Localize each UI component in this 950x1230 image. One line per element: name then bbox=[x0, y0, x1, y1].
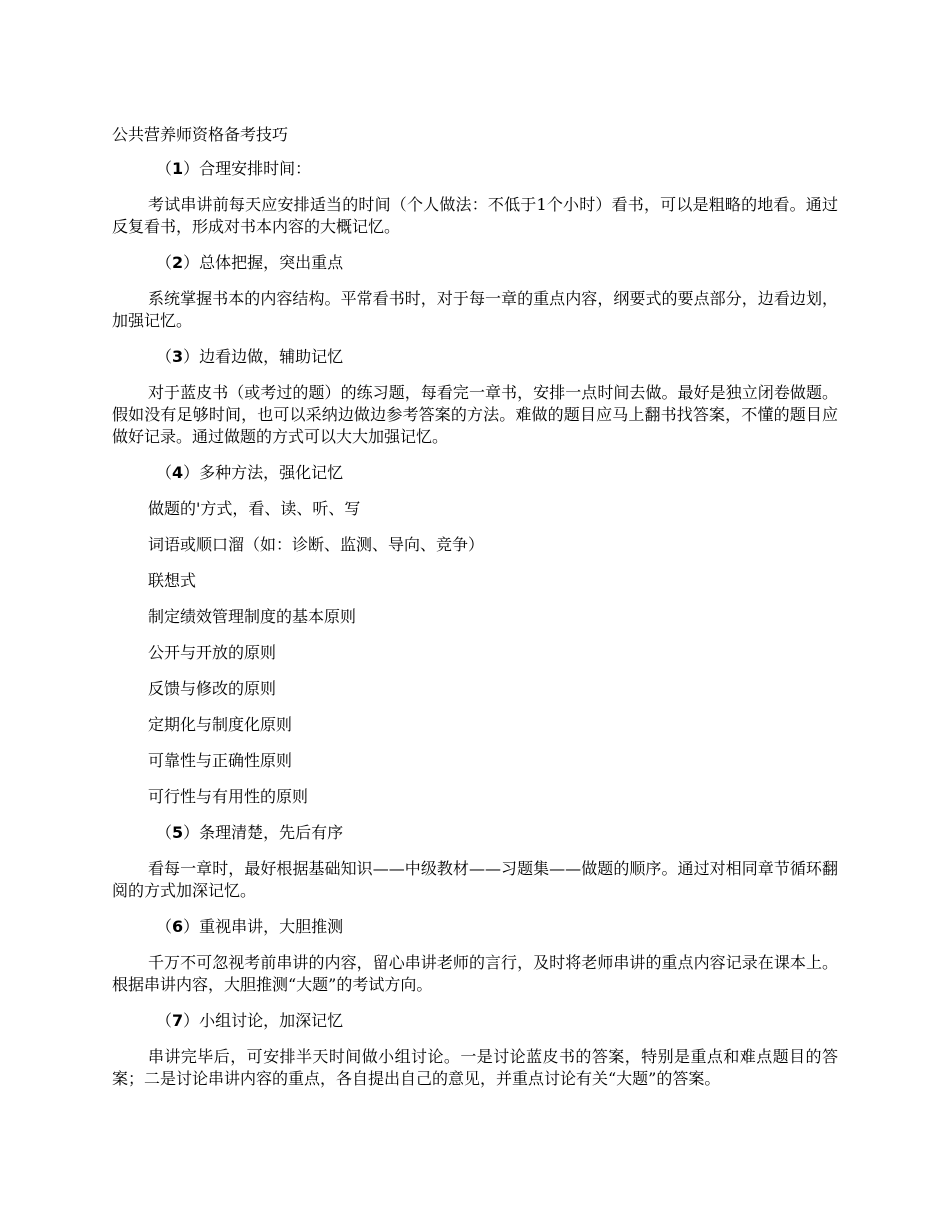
heading-title: 边看边做，辅助记忆 bbox=[199, 347, 344, 366]
heading-open-paren: （ bbox=[156, 917, 173, 936]
section-heading-3 bbox=[112, 346, 838, 368]
heading-open-paren: （ bbox=[156, 159, 173, 178]
list-item: 制定绩效管理制度的基本原则 bbox=[148, 607, 357, 626]
section-paragraph-5: 看每一章时，最好根据基础知识——中级教材——习题集——做题的顺序。通过对相同章节循环翻阅的方式加深记忆。 bbox=[112, 859, 838, 900]
heading-close-paren: ） bbox=[183, 823, 200, 842]
heading-number: 4 bbox=[172, 463, 184, 482]
section-paragraph-1: 考试串讲前每天应安排适当的时间（个人做法：不低于1个小时）看书，可以是粗略的地看。通过反复看书，形成对书本内容的大概记忆。 bbox=[112, 195, 838, 236]
heading-title: 小组讨论，加深记忆 bbox=[199, 1011, 344, 1030]
list-item: 可行性与有用性的原则 bbox=[148, 787, 309, 806]
heading-close-paren: ） bbox=[183, 253, 200, 272]
heading-number: 5 bbox=[172, 823, 184, 842]
heading-open-paren: （ bbox=[156, 823, 173, 842]
heading-title: 总体把握，突出重点 bbox=[199, 253, 344, 272]
heading-close-paren: ） bbox=[183, 463, 200, 482]
heading-number: 3 bbox=[172, 347, 184, 366]
heading-number: 2 bbox=[172, 253, 184, 272]
section-heading-6 bbox=[112, 916, 838, 938]
heading-title: 重视串讲，大胆推测 bbox=[199, 917, 344, 936]
heading-close-paren: ） bbox=[183, 917, 200, 936]
section-heading-5 bbox=[112, 822, 838, 844]
heading-open-paren: （ bbox=[156, 463, 173, 482]
heading-number: 6 bbox=[172, 917, 184, 936]
heading-open-paren: （ bbox=[156, 1011, 173, 1030]
list-item: 反馈与修改的原则 bbox=[148, 679, 277, 698]
heading-open-paren: （ bbox=[156, 253, 173, 272]
document-title: 公共营养师资格备考技巧 bbox=[112, 125, 289, 144]
heading-close-paren: ） bbox=[183, 347, 200, 366]
section-heading-4 bbox=[112, 462, 838, 484]
heading-title: 合理安排时间： bbox=[199, 159, 312, 178]
section-paragraph-6: 千万不可忽视考前串讲的内容，留心串讲老师的言行，及时将老师串讲的重点内容记录在课本上。根据串讲内容，大胆推测“大题”的考试方向。 bbox=[112, 953, 838, 994]
section-heading-7 bbox=[112, 1010, 838, 1032]
heading-open-paren: （ bbox=[156, 347, 173, 366]
list-item: 定期化与制度化原则 bbox=[148, 715, 293, 734]
heading-title: 多种方法，强化记忆 bbox=[199, 463, 344, 482]
list-item: 联想式 bbox=[148, 571, 197, 590]
section-heading-2 bbox=[112, 252, 838, 274]
heading-close-paren: ） bbox=[183, 1011, 200, 1030]
list-item: 公开与开放的原则 bbox=[148, 643, 277, 662]
section-heading-1 bbox=[112, 158, 838, 180]
heading-number: 7 bbox=[172, 1011, 184, 1030]
list-item: 做题的'方式，看、读、听、写 bbox=[148, 499, 361, 518]
section-paragraph-7: 串讲完毕后，可安排半天时间做小组讨论。一是讨论蓝皮书的答案，特别是重点和难点题目的答案；二是讨论串讲内容的重点，各自提出自己的意见，并重点讨论有关“大题”的答案。 bbox=[112, 1047, 838, 1088]
section-paragraph-3: 对于蓝皮书（或考过的题）的练习题，每看完一章书，安排一点时间去做。最好是独立闭卷做题。假如没有足够时间，也可以采纳边做边参考答案的方法。难做的题目应马上翻书找答案，不懂的题目应做好记录。通过做题的方式可以大大加强记忆。 bbox=[112, 383, 838, 446]
heading-close-paren: ） bbox=[183, 159, 200, 178]
list-item: 词语或顺口溜（如：诊断、监测、导向、竞争） bbox=[148, 535, 485, 554]
list-item: 可靠性与正确性原则 bbox=[148, 751, 293, 770]
heading-number: 1 bbox=[172, 159, 184, 178]
section-paragraph-2: 系统掌握书本的内容结构。平常看书时，对于每一章的重点内容，纲要式的要点部分，边看边划，加强记忆。 bbox=[112, 289, 838, 330]
heading-title: 条理清楚，先后有序 bbox=[199, 823, 344, 842]
